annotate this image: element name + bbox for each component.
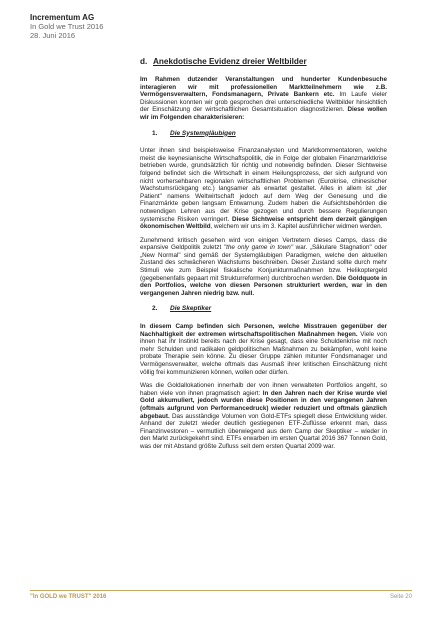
p2-text-a: Zunehmend kritisch gesehen wird von einigen Vertretern dieses Camps, dass die expansive Geldpolitik zuletzt [140,236,387,252]
subheading-2 [140,305,387,313]
p4-text-a: Was die Goldallokationen innerhalb der von ihnen verwalteten Portfolios angeht, so haben viele von ihnen pragmatisch agiert: [140,382,387,397]
section-title [140,57,307,66]
report-title: In Gold we Trust 2016 [30,22,104,31]
paragraph-3 [140,323,387,376]
subheading-1 [140,130,387,138]
paragraph-2 [140,237,387,298]
p1-text: Unter ihnen sind beispielsweise Finanzanalysten und Marktkommentatoren, welche meist die keynesianische Wirtschaftspolitik, die in Folge der globalen Finanzmarktkrise betrieben wurde, grundsätzlich für richtig und notwendig befinden. Dieser Sichtweise folgend befindet sich die Wirtschaft in einem Heilungsprozess, der sich aufgrund von nicht vorhersehbaren regionalen wirtschaftlichen Problemen (Eurokrise, chinesischer Wachstumsrückgang etc.) langsamer als erwartet gestaltet. Alles in allem ist „der Patient" namens Weltwirtschaft jedoch auf dem Weg der Genesung und die Finanzmärkte geben langsam Entwarnung. Zudem haben die Aufsichtsbehörden die notwendigen Lehren aus der Krise gezogen und durch bessere Regulierungen systemische Risiken verringert. [140,147,387,223]
p2-italic: "the only game in town" [223,244,294,252]
report-date: 28. Juni 2016 [30,31,76,40]
p3-bold: In diesem Camp befinden sich Personen, welche Misstrauen gegenüber der Nachhaltigkeit der extremen wirtschaftspolitischen Maßnahmen hegen. [140,323,387,338]
p4-text-b: Das ausständige Volumen von Gold-ETFs spiegelt diese Entwicklung wider. Anhand der zuletzt wieder deutlich gestiegenen ETF-Zuflüsse erkennt man, dass Finanzinvestoren – vermutlich überwiegend aus dem Camp der Skeptiker – wieder in den Markt zurückgekehrt sind. ETFs erwarben im ersten Quartal 2016 367 Tonnen Gold, was der mit Abstand größte Zufluss seit dem ersten Quartal 2009 war. [140,412,387,450]
intro-bold: Im Rahmen dutzender Veranstaltungen und hunderter Kundenbesuche interagieren wir mit professionellen Marktteilnehmern wie z.B. Vermögensverwaltern, Fondsmanagern, Private Bankern etc. [140,76,387,99]
paragraph-4 [140,382,387,450]
company-name: Incrementum AG [30,13,95,22]
subheading-1-number: 1. [152,129,158,137]
subheading-2-number: 2. [152,305,158,313]
intro-paragraph [140,76,387,122]
paragraph-1 [140,147,387,231]
p1-bold: Diese Sichtweise entspricht dem derzeit gängigen ökonomischen Weltbild [140,215,387,231]
section-heading: Anekdotische Evidenz dreier Weltbilder [153,57,307,66]
p4-bold: In den Jahren nach der Krise wurde viel Gold akkumuliert, jedoch wurden diese Positionen in den vergangenen Jahren (oftmals aufgrund von Performancedruck) wieder reduziert und oftmals gänzlich abgebaut. [140,389,387,420]
intro-bold-end: Diese wollen wir im Folgenden charakterisieren: [140,106,387,121]
page-number: Seite 20 [389,594,412,600]
p1-tail: , welchem wir uns im 3. Kapitel ausführlicher widmen werden. [210,223,383,231]
p2-text-b: war. „Säkulare Stagnation" oder „New Normal" sind gemäß der Systemgläubigen Paradigmen, welche den aktuellen Zustand des schwächeren Wachstums beschreiben. Dieser Zustand sollte durch mehr Stimuli wie zum Beispiel fiskalische Konjunkturmaßnahmen bzw. Helikoptergeld (gegebenenfalls gepaart mit Strukturreformen) durchbrochen werden. [140,244,388,282]
intro-text: Im Laufe vieler Diskussionen konnten wir grob gesprochen drei unterschiedliche Weltbilder hinsichtlich der Einschätzung der wirtschaftlichen Gesamtsituation diagnostizieren. [140,91,387,114]
footer-report-name: "In GOLD we TRUST" 2016 [30,594,107,600]
p3-text: Viele von ihnen hat ihr Instinkt bereits nach der Krise gesagt, dass eine Schuldenkrise mit noch mehr Schulden und radikalen geldpolitischen Maßnahmen zu bekämpfen, wohl keine probate Therapie sein könne. Zu dieser Gruppe zählen mitunter Fondsmanager und Vermögensverwalter, welche oftmals das Ausmaß ihrer kritischen Einschätzung nicht völlig frei kommunizieren können, wollen oder dürfen. [140,330,387,376]
section-number: d. [140,57,148,66]
subheading-1-title: Die Systemgläubigen [170,129,236,137]
body-text [140,76,387,457]
page-footer [30,590,412,600]
p2-bold: Die Goldquote in den Portfolios, welche von diesen Personen strukturiert werden, war in den vergangenen Jahren niedrig bzw. null. [140,274,387,297]
subheading-2-title: Die Skeptiker [170,305,212,313]
page-header [30,13,103,40]
